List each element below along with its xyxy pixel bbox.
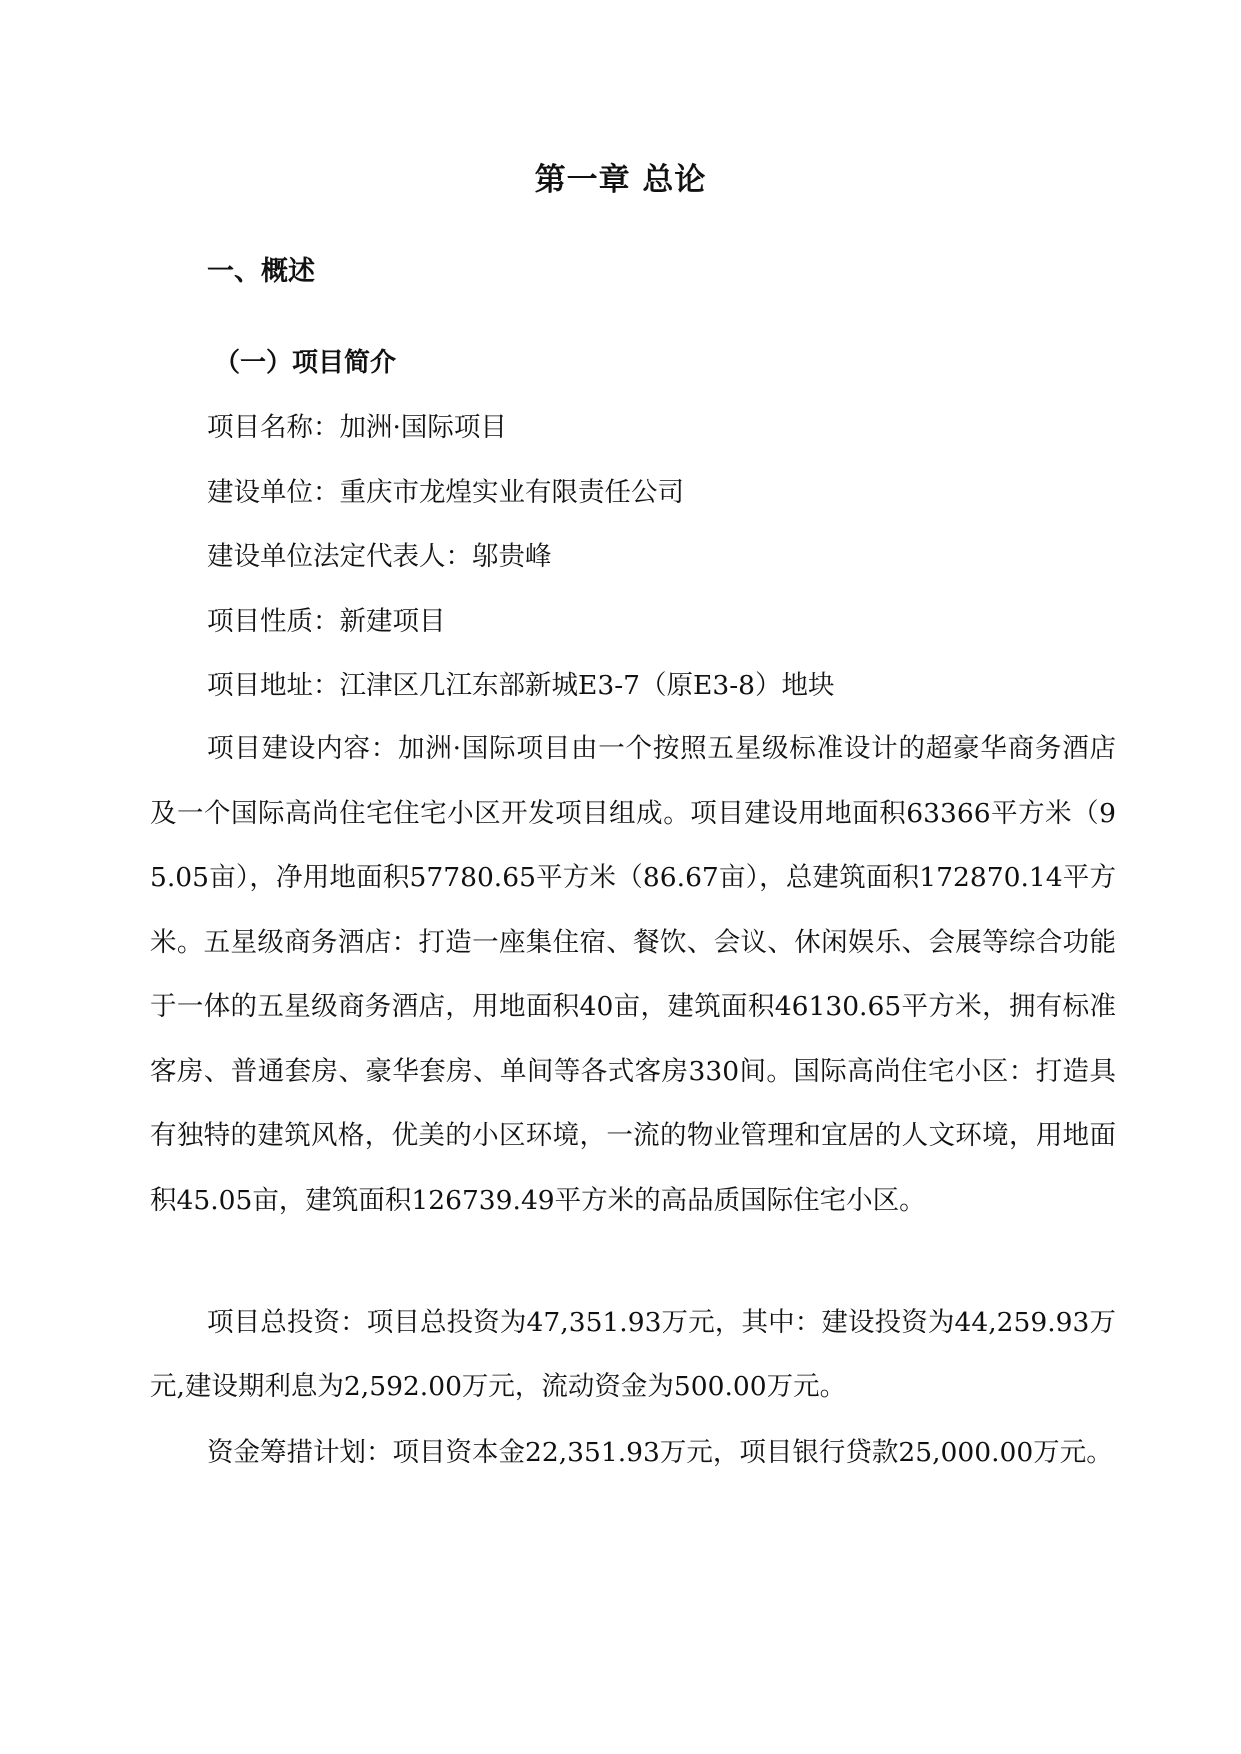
subsection-title: （一）项目简介 xyxy=(214,348,397,378)
section-title: 一、概述 xyxy=(207,256,315,287)
construction-content-paragraph: 项目建设内容：加洲·国际项目由一个按照五星级标准设计的超豪华商务酒店及一个国际高尚住宅住宅小区开发项目组成。项目建设用地面积63366平方米（95.05亩），净用地面积57780.65平方米（86.67亩），总建筑面积172870.14平方米。五星级商务酒店：打造一座集住宿、餐饮、会议、休闲娱乐、会展等综合功能于一体的五星级商务酒店，用地面积40亩，建筑面积46130.65平方米，拥有标准客房、普通套房、豪华套房、单间等各式客房330间。国际高尚住宅小区：打造具有独特的建筑风格，优美的小区环境，一流的物业管理和宜居的人文环境，用地面积45.05亩，建筑面积126739.49平方米的高品质国际住宅小区。 xyxy=(150,733,1116,1216)
total-investment-paragraph: 项目总投资：项目总投资为47,351.93万元，其中：建设投资为44,259.93万元,建设期利息为2,592.00万元，流动资金为500.00万元。 xyxy=(150,1307,1116,1402)
funding-plan-paragraph: 资金筹措计划：项目资本金22,351.93万元，项目银行贷款25,000.00万元。 xyxy=(207,1437,1113,1468)
chapter-title: 第一章 总论 xyxy=(534,162,707,198)
project-address-line: 项目地址：江津区几江东部新城E3-7（原E3-8）地块 xyxy=(207,670,835,701)
legal-representative-line: 建设单位法定代表人：邬贵峰 xyxy=(207,541,552,572)
builder-line: 建设单位：重庆市龙煌实业有限责任公司 xyxy=(207,477,684,508)
project-name-line: 项目名称：加洲·国际项目 xyxy=(207,412,507,443)
project-nature-line: 项目性质：新建项目 xyxy=(207,606,446,637)
